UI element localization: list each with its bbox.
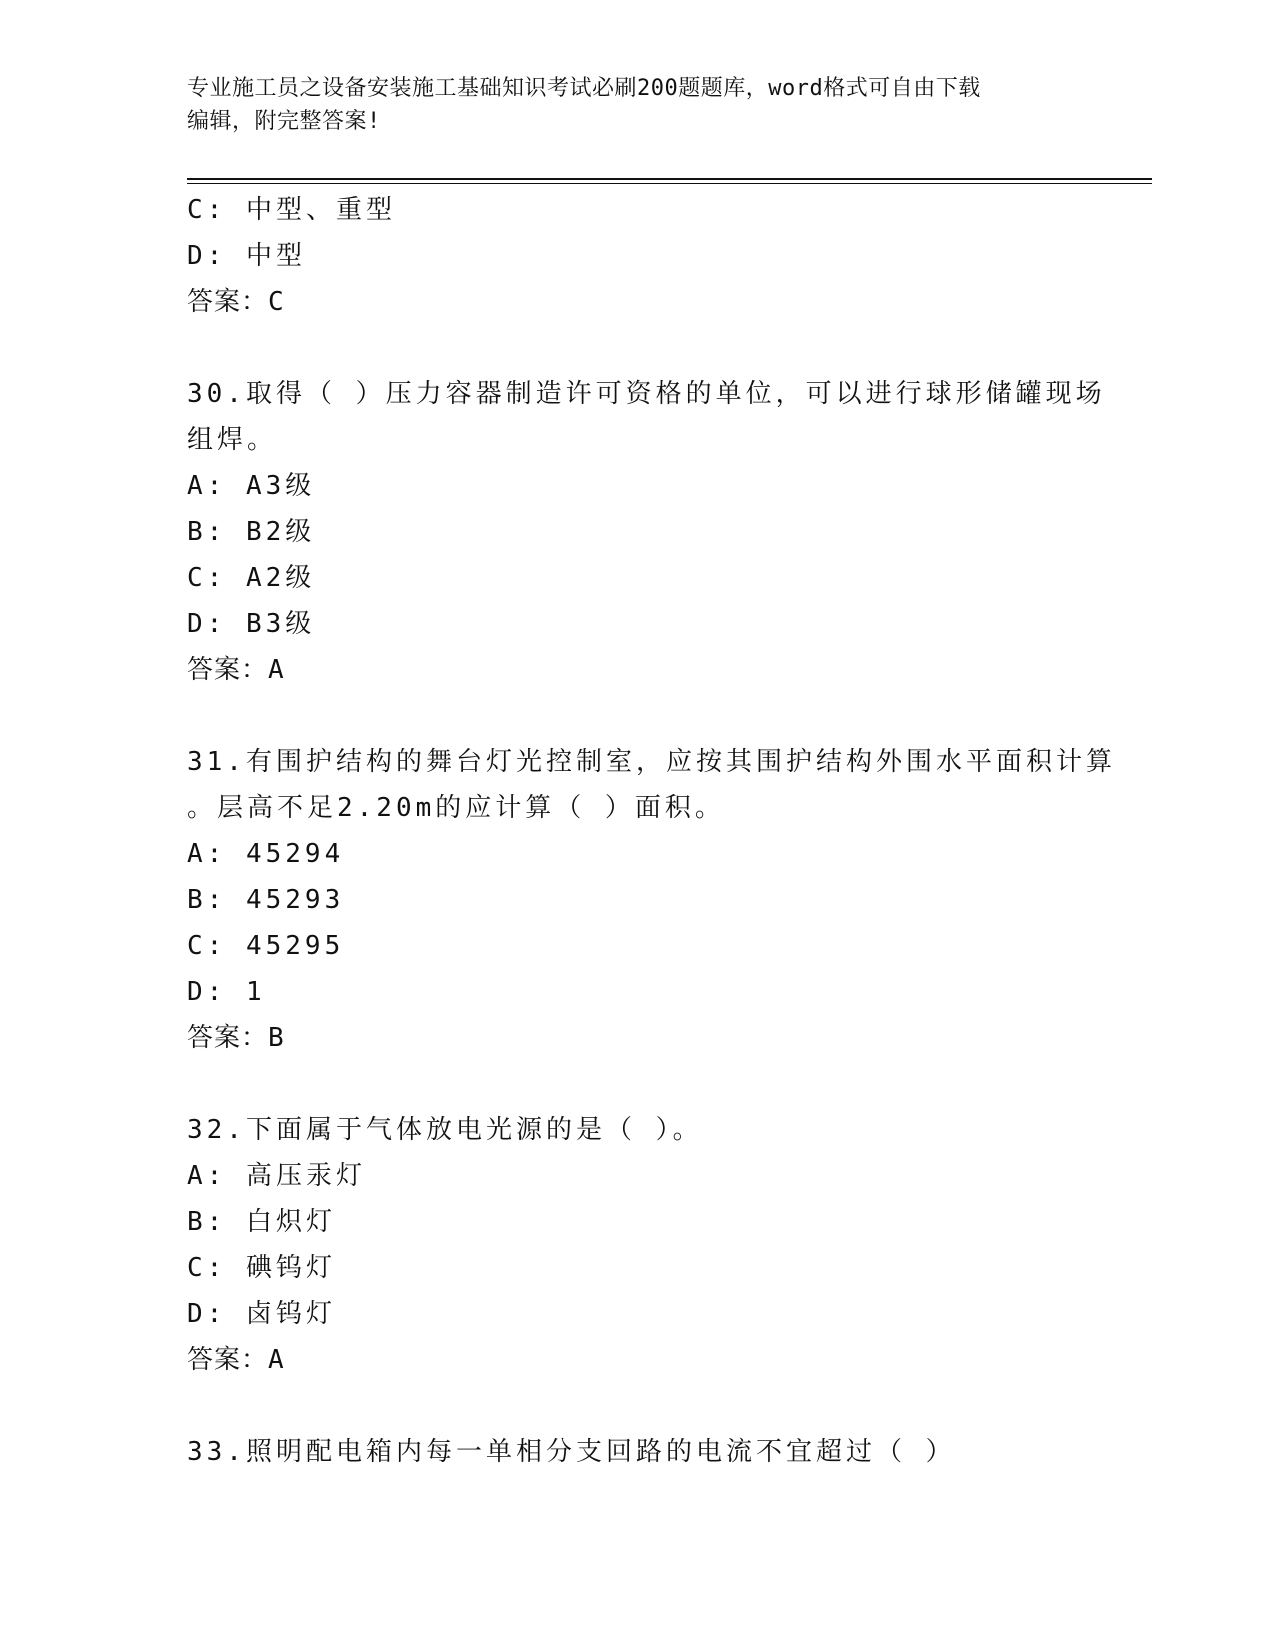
document-header bbox=[187, 72, 1087, 138]
question-block-33 bbox=[187, 1429, 1087, 1475]
answer: 答案：C bbox=[187, 287, 285, 317]
option-a: A: A3级 bbox=[187, 471, 316, 501]
answer: 答案：A bbox=[187, 1345, 285, 1375]
option-a: A: 高压汞灯 bbox=[187, 1161, 366, 1191]
option-b: B: B2级 bbox=[187, 517, 316, 547]
option-c: C: 45295 bbox=[187, 931, 345, 961]
option-d: D: 卤钨灯 bbox=[187, 1299, 336, 1329]
header-rule-thin bbox=[187, 183, 1152, 184]
option-a: A: 45294 bbox=[187, 839, 345, 869]
question-block-31 bbox=[187, 739, 1116, 1061]
answer: 答案：B bbox=[187, 1023, 285, 1053]
option-c: C: 中型、重型 bbox=[187, 195, 396, 225]
option-c: C: A2级 bbox=[187, 563, 316, 593]
question-block-29 bbox=[187, 187, 1087, 325]
option-d: D: 1 bbox=[187, 977, 266, 1007]
question-text-cont: 组焊。 bbox=[187, 425, 278, 455]
answer: 答案：A bbox=[187, 655, 285, 685]
question-text: 31.有围护结构的舞台灯光控制室，应按其围护结构外围水平面积计算 bbox=[187, 747, 1116, 777]
header-rule-thick bbox=[187, 178, 1152, 180]
option-b: B: 45293 bbox=[187, 885, 345, 915]
option-d: D: 中型 bbox=[187, 241, 306, 271]
question-text: 30.取得（ ）压力容器制造许可资格的单位，可以进行球形储罐现场 bbox=[187, 379, 1106, 409]
header-line-1: 专业施工员之设备安装施工基础知识考试必刷200题题库，word格式可自由下载 bbox=[187, 76, 981, 101]
question-text-cont: 。层高不足2.20m的应计算（ ）面积。 bbox=[187, 793, 725, 823]
option-b: B: 白炽灯 bbox=[187, 1207, 336, 1237]
question-block-30 bbox=[187, 371, 1106, 693]
option-c: C: 碘钨灯 bbox=[187, 1253, 336, 1283]
document-body bbox=[187, 187, 1116, 1475]
question-text: 32.下面属于气体放电光源的是（ ）。 bbox=[187, 1115, 703, 1145]
option-d: D: B3级 bbox=[187, 609, 316, 639]
question-text: 33.照明配电箱内每一单相分支回路的电流不宜超过（ ） bbox=[187, 1437, 956, 1467]
question-block-32 bbox=[187, 1107, 1087, 1383]
header-line-2: 编辑，附完整答案! bbox=[187, 109, 381, 134]
